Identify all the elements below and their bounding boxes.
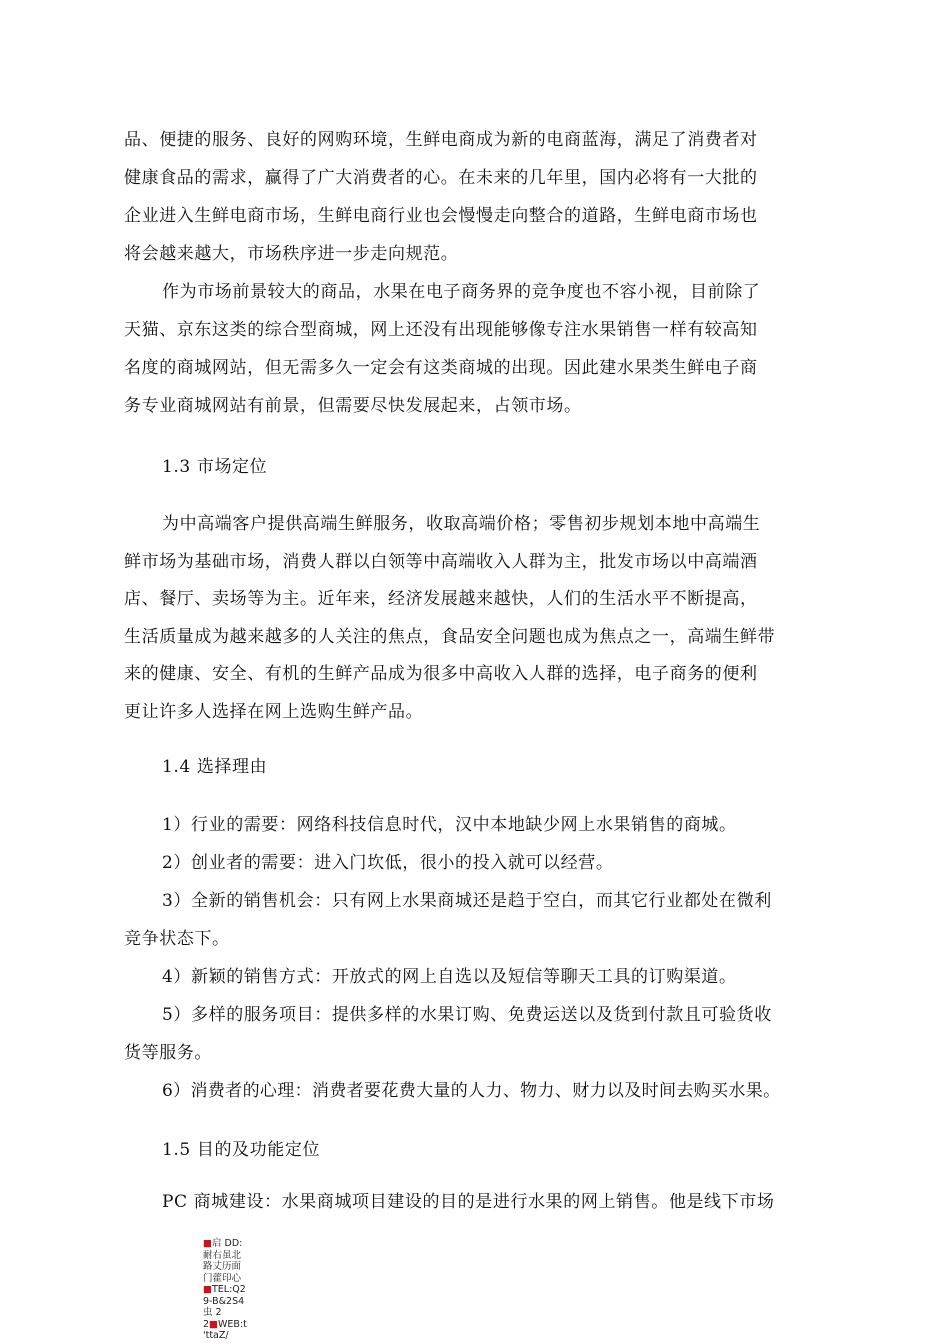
footer-stamp-line: ■启 DD: xyxy=(203,1238,243,1249)
text-line: 作为市场前景较大的商品，水果在电子商务界的竞争度也不容小视，目前除了 xyxy=(162,282,761,302)
list-item-continuation: 竞争状态下。 xyxy=(124,929,230,949)
list-item: 1）行业的需要：网络科技信息时代，汉中本地缺少网上水果销售的商城。 xyxy=(162,815,737,835)
footer-stamp-line: 门藿印心 xyxy=(203,1272,242,1284)
text-line: 鲜市场为基础市场，消费人群以白领等中高端收入人群为主，批发市场以中高端酒 xyxy=(124,552,758,572)
footer-stamp-line: 耐右虽北 xyxy=(203,1249,242,1261)
red-square-marker: ■ xyxy=(203,1238,212,1249)
footer-stamp xyxy=(203,1238,263,1342)
section-heading-selection-reasons: 1.4 选择理由 xyxy=(162,757,268,777)
text-line: 为中高端客户提供高端生鲜服务，收取高端价格；零售初步规划本地中高端生 xyxy=(162,514,761,534)
list-item: 2）创业者的需要：进入门坎低，很小的投入就可以经营。 xyxy=(162,853,614,873)
footer-stamp-line: 虫 2 xyxy=(203,1307,222,1318)
text-line: 店、餐厅、卖场等为主。近年来，经济发展越来越快，人们的生活水平不断提高， xyxy=(124,589,758,609)
section-heading-purpose-and-function: 1.5 目的及功能定位 xyxy=(162,1140,321,1160)
footer-stamp-line: 2■WEB:t xyxy=(203,1318,247,1330)
list-item: 4）新颖的销售方式：开放式的网上自选以及短信等聊天工具的订购渠道。 xyxy=(162,967,737,987)
text-line: 生活质量成为越来越多的人关注的焦点，食品安全问题也成为焦点之一，高端生鲜带 xyxy=(124,627,776,647)
text-line: PC 商城建设：水果商城项目建设的目的是进行水果的网上销售。他是线下市场 xyxy=(162,1192,775,1212)
text-line: 品、便捷的服务、良好的网购环境，生鲜电商成为新的电商蓝海，满足了消费者对 xyxy=(124,130,758,150)
section-heading-market-positioning: 1.3 市场定位 xyxy=(162,457,268,477)
text-line: 健康食品的需求，赢得了广大消费者的心。在未来的几年里，国内必将有一大批的 xyxy=(124,168,758,188)
text-line: 企业进入生鲜电商市场，生鲜电商行业也会慢慢走向整合的道路，生鲜电商市场也 xyxy=(124,206,758,226)
footer-stamp-line: 9-B&2S4 xyxy=(203,1295,245,1307)
red-square-marker: ■ xyxy=(209,1318,219,1330)
text-line: 更让许多人选择在网上选购生鲜产品。 xyxy=(124,702,424,722)
text-line: 务专业商城网站有前景，但需要尽快发展起来，占领市场。 xyxy=(124,396,582,416)
text-line: 将会越来越大，市场秩序进一步走向规范。 xyxy=(124,244,459,264)
text-line: 名度的商城网站，但无需多久一定会有这类商城的出现。因此建水果类生鲜电子商 xyxy=(124,358,758,378)
text-line: 来的健康、安全、有机的生鲜产品成为很多中高收入人群的选择，电子商务的便利 xyxy=(124,664,758,684)
list-item: 5）多样的服务项目：提供多样的水果订购、免费运送以及货到付款且可验货收 xyxy=(162,1005,772,1025)
red-square-marker: ■ xyxy=(203,1284,212,1295)
list-item: 6）消费者的心理：消费者要花费大量的人力、物力、财力以及时间去购买水果。 xyxy=(162,1081,781,1101)
list-item-continuation: 货等服务。 xyxy=(124,1043,212,1063)
text-line: 天猫、京东这类的综合型商城，网上还没有出现能够像专注水果销售一样有较高知 xyxy=(124,320,758,340)
footer-stamp-line: ■TEL:Q2 xyxy=(203,1284,246,1295)
footer-stamp-line: 路丈历面 xyxy=(203,1261,242,1272)
list-item: 3）全新的销售机会：只有网上水果商城还是趋于空白，而其它行业都处在微利 xyxy=(162,891,772,911)
footer-stamp-line: 'ttaZ/ xyxy=(203,1330,229,1341)
